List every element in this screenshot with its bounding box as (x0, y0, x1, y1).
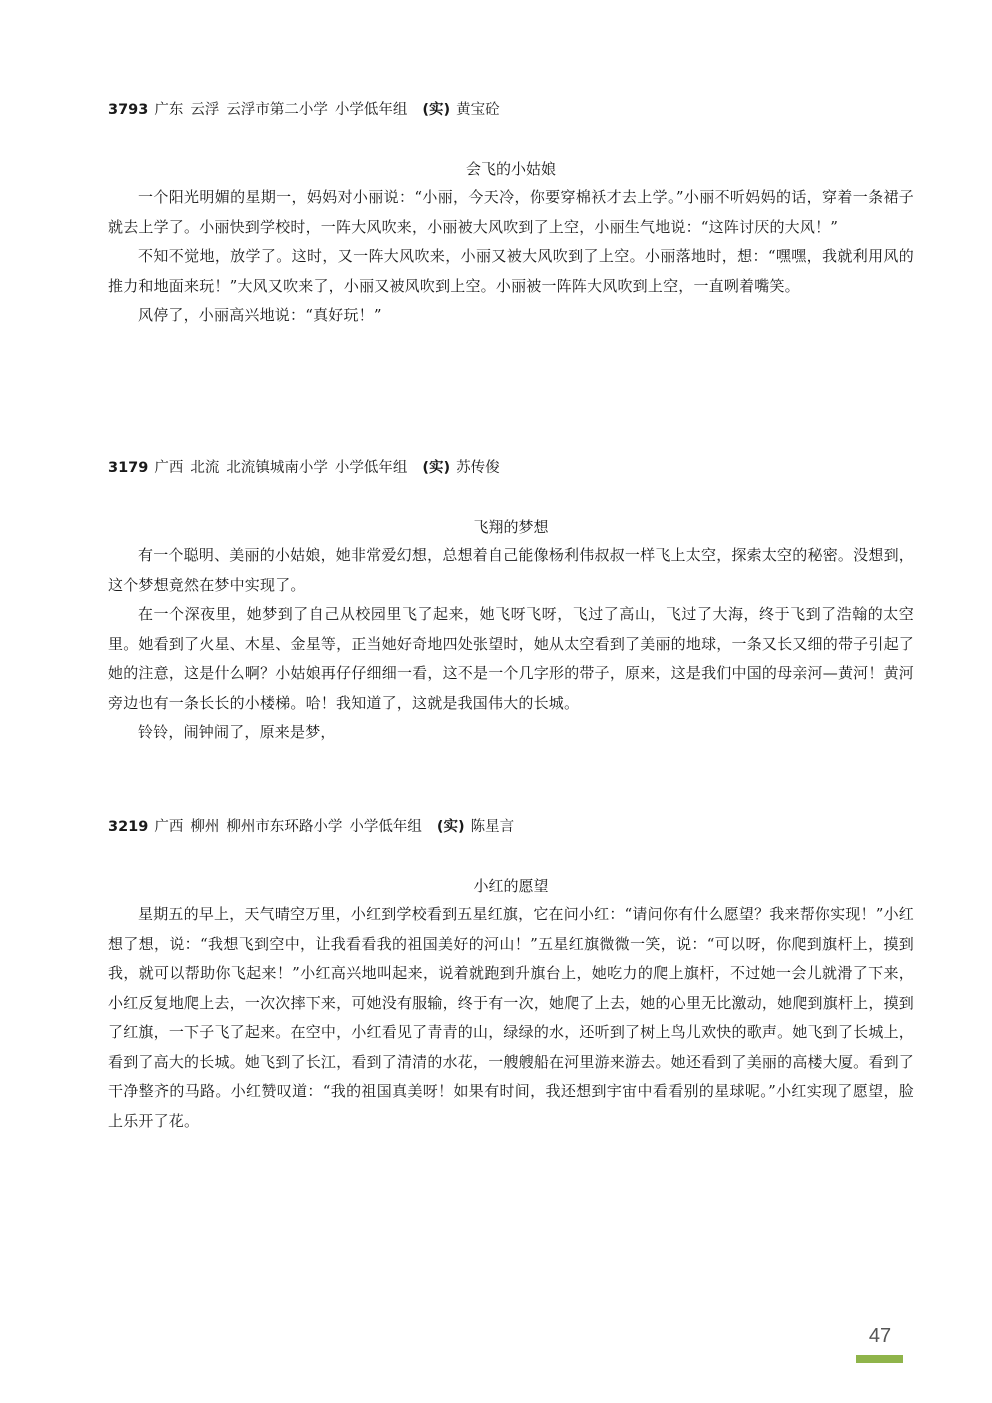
entry-group: 小学低年组 (334, 460, 408, 476)
essay-paragraph: 铃铃，闹钟闹了，原来是梦， (138, 723, 336, 741)
entry-3179 (108, 458, 914, 748)
entry-tag: (实) (422, 102, 451, 118)
essay-title: 飞翔的梦想 (473, 518, 549, 536)
entry-city: 北流 (190, 460, 220, 476)
entry-header (108, 100, 914, 120)
entry-number: 3793 (108, 102, 149, 118)
essay-paragraph: 一个阳光明媚的星期一，妈妈对小丽说：“小丽，今天冷，你要穿棉袄才去上学。”小丽不听妈妈的话，穿着一条裙子就去上学了。小丽快到学校时，一阵大风吹来，小丽被大风吹到了上空，小丽生气地说：“这阵讨厌的大风！” (108, 188, 914, 236)
entry-tag: (实) (422, 460, 451, 476)
essay-title: 会飞的小姑娘 (465, 160, 556, 178)
entry-school: 云浮市第二小学 (226, 102, 328, 118)
entry-province: 广东 (154, 102, 184, 118)
entry-author: 苏传俊 (456, 460, 500, 476)
entry-province: 广西 (154, 460, 184, 476)
essay-title: 小红的愿望 (473, 877, 549, 895)
essay-paragraph: 有一个聪明、美丽的小姑娘，她非常爱幻想，总想着自己能像杨利伟叔叔一样飞上太空，探索太空的秘密。没想到，这个梦想竟然在梦中实现了。 (108, 546, 914, 594)
entry-school: 柳州市东环路小学 (226, 819, 343, 835)
entry-author: 黄宝砼 (456, 102, 500, 118)
essay-paragraph: 星期五的早上，天气晴空万里，小红到学校看到五星红旗，它在问小红：“请问你有什么愿望？我来帮你实现！”小红想了想，说：“我想飞到空中，让我看看我的祖国美好的河山！”五星红旗微微一笑，说：“可以呀，你爬到旗杆上，摸到我，就可以帮助你飞起来！”小红高兴地叫起来，说着就跑到升旗台上，她吃力的爬上旗杆，不过她一会儿就滑了下来，小红反复地爬上去，一次次摔下来，可她没有服输，终于有一次，她爬了上去，她的心里无比激动，她爬到旗杆上，摸到了红旗，一下子飞了起来。在空中，小红看见了青青的山，绿绿的水，还听到了树上鸟儿欢快的歌声。她飞到了长城上，看到了高大的长城。她飞到了长江，看到了清清的水花，一艘艘船在河里游来游去。她还看到了美丽的高楼大厦。看到了干净整齐的马路。小红赞叹道：“我的祖国真美呀！如果有时间，我还想到宇宙中看看别的星球呢。”小红实现了愿望，脸上乐开了花。 (108, 905, 914, 1130)
entry-3219 (108, 817, 914, 1136)
entry-group: 小学低年组 (349, 819, 422, 835)
entry-number: 3179 (108, 460, 149, 476)
entry-header (108, 817, 914, 837)
entry-tag: (实) (436, 819, 465, 835)
entry-author: 陈星言 (470, 819, 515, 835)
page-number-accent-bar (856, 1355, 903, 1363)
entry-city: 云浮 (190, 102, 220, 118)
essay-paragraph: 在一个深夜里，她梦到了自己从校园里飞了起来，她飞呀飞呀，飞过了高山，飞过了大海，终于飞到了浩翰的太空里。她看到了火星、木星、金星等，正当她好奇地四处张望时，她从太空看到了美丽的地球，一条又长又细的带子引起了她的注意，这是什么啊？小姑娘再仔仔细细一看，这不是一个几字形的带子，原来，这是我们中国的母亲河—黄河！黄河旁边也有一条长长的小楼梯。哈！我知道了，这就是我国伟大的长城。 (108, 605, 914, 712)
page-number: 47 (868, 1325, 892, 1347)
entry-city: 柳州 (190, 819, 220, 835)
entry-3793 (108, 100, 914, 331)
essay-paragraph: 风停了，小丽高兴地说：“真好玩！” (138, 306, 382, 324)
entry-province: 广西 (154, 819, 184, 835)
entry-group: 小学低年组 (334, 102, 408, 118)
entry-school: 北流镇城南小学 (226, 460, 328, 476)
essay-paragraph: 不知不觉地，放学了。这时，又一阵大风吹来，小丽又被大风吹到了上空。小丽落地时，想：“嘿嘿，我就利用风的推力和地面来玩！”大风又吹来了，小丽又被风吹到上空。小丽被一阵阵大风吹到上空，一直咧着嘴笑。 (108, 247, 914, 295)
entry-header (108, 458, 914, 478)
entry-number: 3219 (108, 819, 149, 835)
